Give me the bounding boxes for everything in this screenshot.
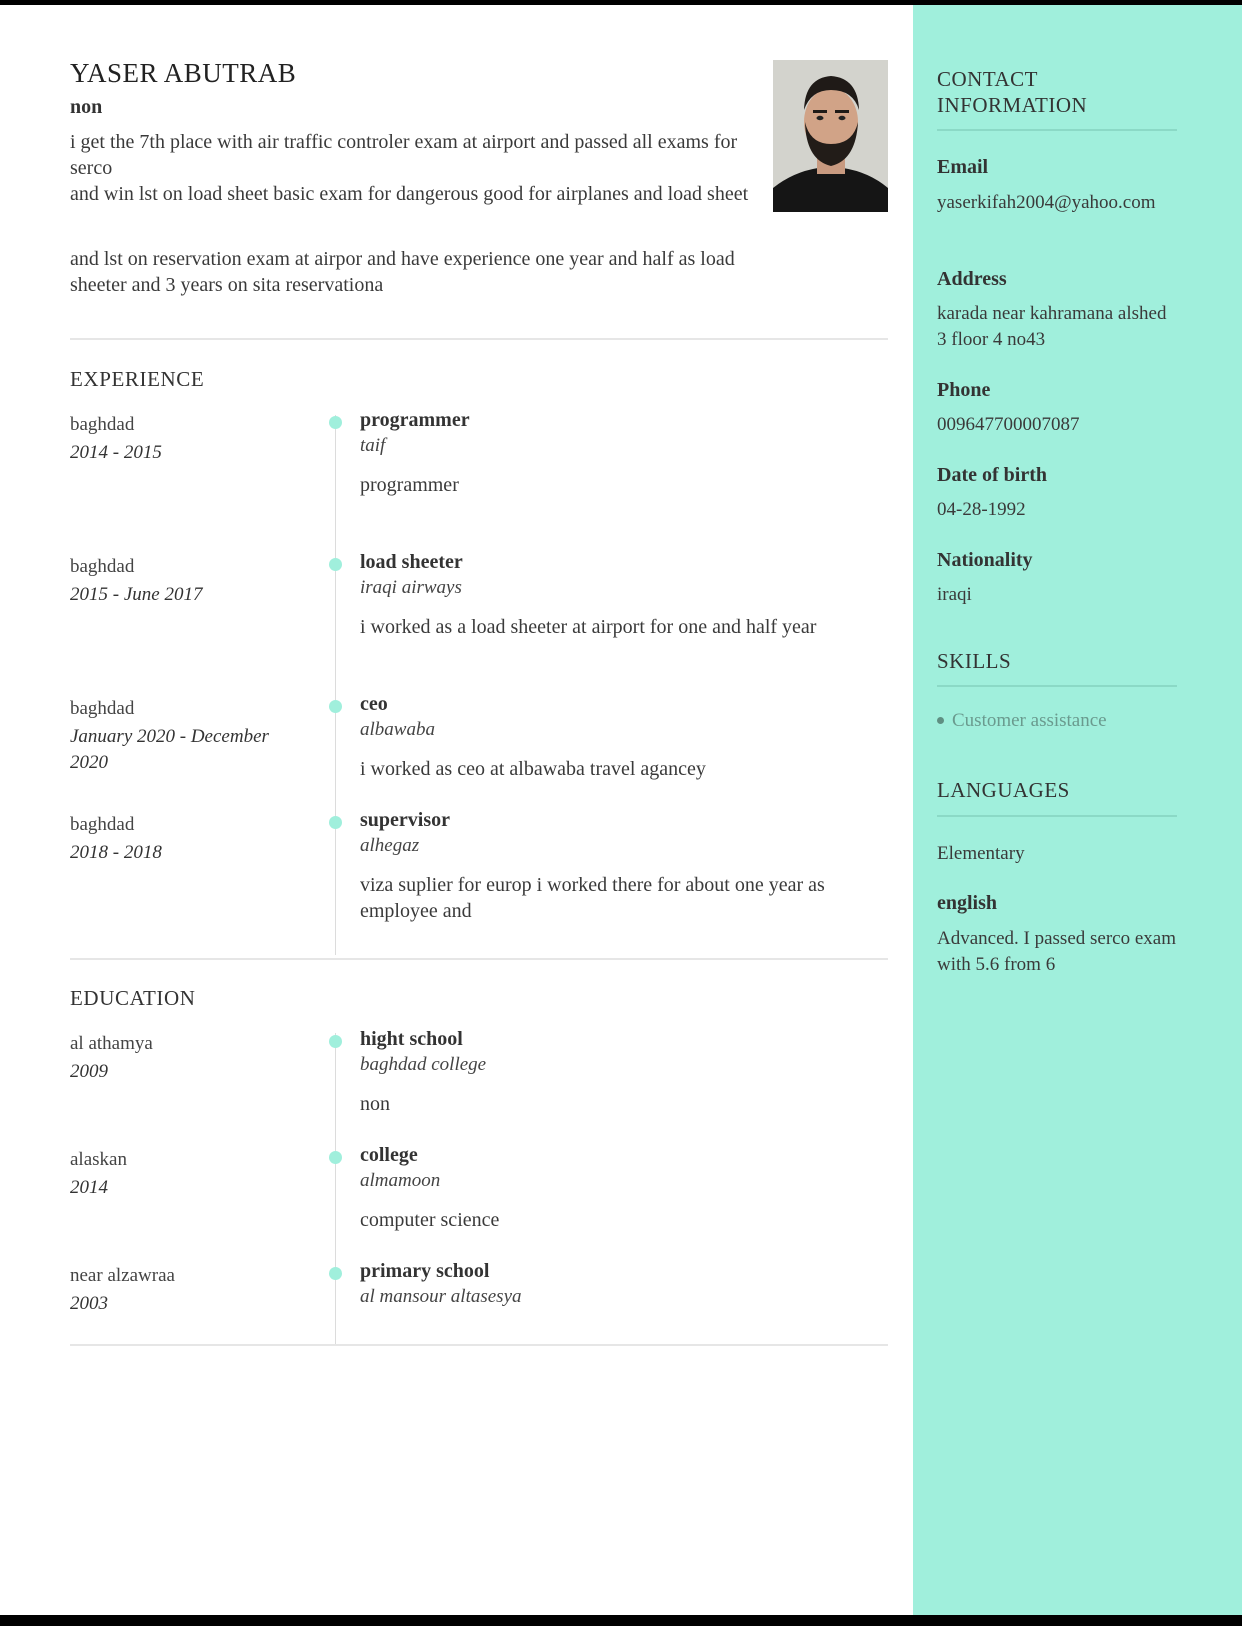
entry-title: supervisor	[360, 809, 450, 831]
bullet-icon	[937, 717, 944, 724]
entry-description: i worked as ceo at albawaba travel agancey	[360, 758, 706, 780]
language-name: english	[937, 892, 998, 914]
entry-description: computer science	[360, 1209, 500, 1231]
sidebar-divider	[937, 685, 1177, 687]
language-level: Advanced. I passed serco exam with 5.6 from 6	[937, 928, 1176, 975]
education-timeline	[335, 1033, 336, 1345]
email-label: Email	[937, 156, 989, 178]
entry-organization: albawaba	[360, 719, 435, 740]
summary-paragraph: and lst on reservation exam at airpor and have experience one year and half as load sheeter and 3 years on sita reservationa	[70, 248, 735, 296]
entry-date: 2014 - 2015	[70, 442, 162, 463]
nationality-label: Nationality	[937, 549, 1033, 571]
entry-organization: taif	[360, 435, 386, 456]
phone-value: 009647700007087	[937, 414, 1080, 435]
entry-location: baghdad	[70, 814, 135, 835]
phone-label: Phone	[937, 379, 991, 401]
summary-paragraph: i get the 7th place with air traffic controler exam at airport and passed all exams for serco and win lst on load sheet basic exam for dangerous good for airplanes and load sheet	[70, 131, 749, 205]
candidate-name: YASER ABUTRAB	[70, 58, 297, 88]
entry-title: college	[360, 1144, 418, 1166]
entry-location: near alzawraa	[70, 1265, 175, 1286]
email-value: yaserkifah2004@yahoo.com	[937, 192, 1156, 213]
address-value: karada near kahramana alshed 3 floor 4 no43	[937, 303, 1167, 350]
entry-location: baghdad	[70, 556, 135, 577]
education-heading: EDUCATION	[70, 986, 196, 1010]
entry-date: 2018 - 2018	[70, 842, 162, 863]
entry-organization: almamoon	[360, 1170, 441, 1191]
sidebar-divider	[937, 129, 1177, 131]
entry-description: i worked as a load sheeter at airport for one and half year	[360, 616, 817, 638]
divider	[70, 958, 888, 960]
entry-location: al athamya	[70, 1033, 153, 1054]
profile-photo	[773, 60, 888, 212]
timeline-dot	[329, 558, 342, 571]
divider	[70, 1344, 888, 1346]
dob-value: 04-28-1992	[937, 499, 1026, 520]
skills-heading: SKILLS	[937, 649, 1012, 673]
entry-organization: alhegaz	[360, 835, 420, 856]
entry-description: programmer	[360, 474, 459, 496]
sidebar-panel	[913, 5, 1242, 1615]
entry-title: hight school	[360, 1028, 463, 1050]
entry-location: baghdad	[70, 414, 135, 435]
experience-timeline	[335, 415, 336, 955]
timeline-dot	[329, 416, 342, 429]
entry-description: non	[360, 1093, 390, 1115]
sidebar-divider	[937, 815, 1177, 817]
skill-label: Customer assistance	[952, 710, 1107, 731]
timeline-dot	[329, 1035, 342, 1048]
timeline-dot	[329, 816, 342, 829]
entry-title: programmer	[360, 409, 470, 431]
experience-heading: EXPERIENCE	[70, 367, 205, 391]
languages-heading: LANGUAGES	[937, 778, 1070, 802]
timeline-dot	[329, 1151, 342, 1164]
entry-date: 2015 - June 2017	[70, 584, 203, 605]
entry-location: baghdad	[70, 698, 135, 719]
entry-organization: iraqi airways	[360, 577, 462, 598]
dob-label: Date of birth	[937, 464, 1047, 486]
language-level: Elementary	[937, 843, 1025, 864]
entry-location: alaskan	[70, 1149, 127, 1170]
entry-date: January 2020 - December 2020	[70, 726, 269, 773]
nationality-value: iraqi	[937, 584, 972, 605]
entry-date: 2014	[70, 1177, 108, 1198]
timeline-dot	[329, 700, 342, 713]
skill-item	[937, 710, 1107, 732]
contact-heading: CONTACT INFORMATION	[937, 67, 1088, 117]
address-label: Address	[937, 268, 1007, 290]
entry-date: 2003	[70, 1293, 108, 1314]
entry-title: ceo	[360, 693, 388, 715]
entry-title: primary school	[360, 1260, 490, 1282]
candidate-subtitle: non	[70, 96, 103, 118]
entry-date: 2009	[70, 1061, 108, 1082]
entry-title: load sheeter	[360, 551, 463, 573]
timeline-dot	[329, 1267, 342, 1280]
entry-organization: al mansour altasesya	[360, 1286, 522, 1307]
entry-organization: baghdad college	[360, 1054, 487, 1075]
entry-description: viza suplier for europ i worked there for about one year as employee and	[360, 874, 825, 922]
divider	[70, 338, 888, 340]
